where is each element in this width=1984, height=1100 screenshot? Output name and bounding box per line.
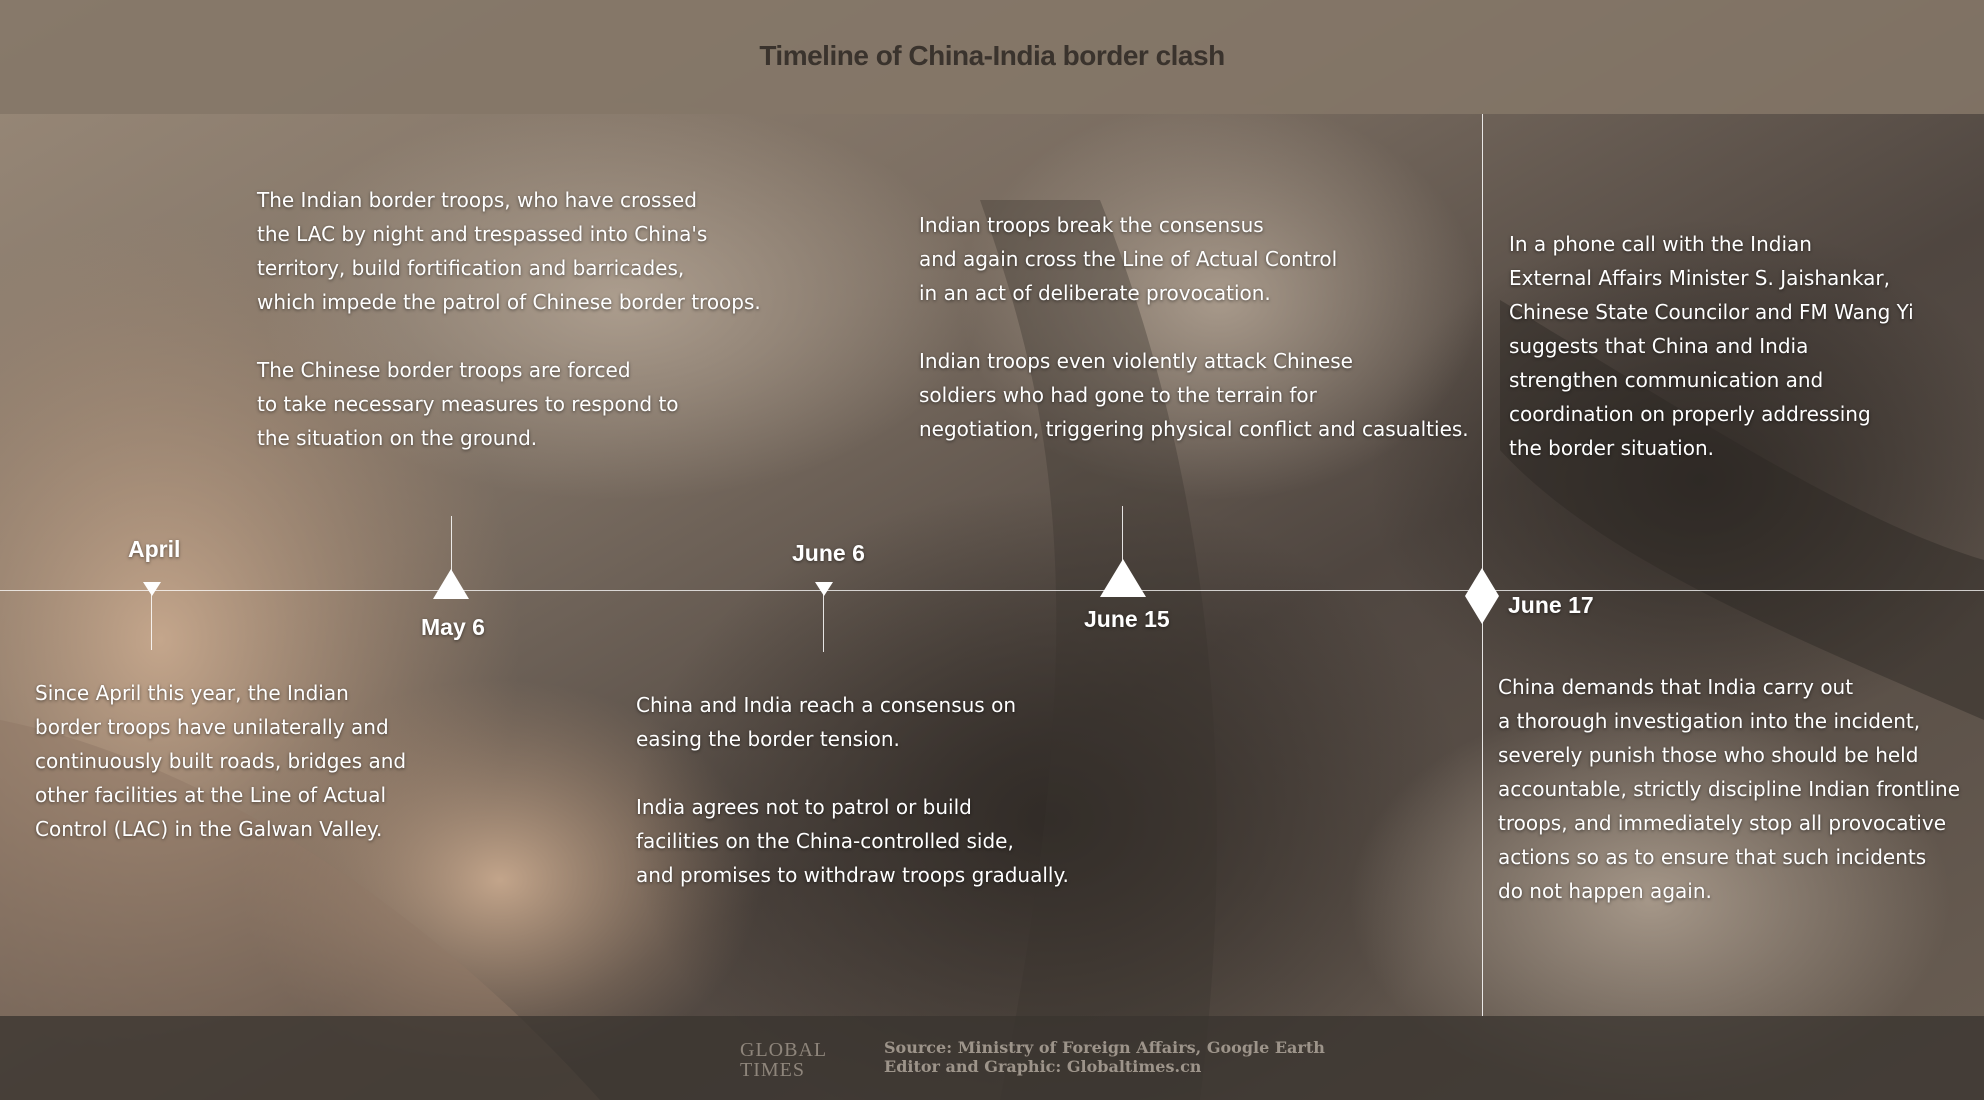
june17-event-paragraph-1: In a phone call with the Indian External Affairs Minister S. Jaishankar, Chinese State Councilor and FM Wang Yi suggests that China and India strengthen communication and coordination on properly addressing the border situation. xyxy=(1509,232,1914,460)
may6-event-paragraph-2: The Chinese border troops are forced to take necessary measures to respond to the situation on the ground. xyxy=(257,358,679,450)
june15-date-label: June 15 xyxy=(1084,606,1170,632)
timeline-axis xyxy=(0,590,1984,591)
june15-event-paragraph-2: Indian troops even violently attack Chinese soldiers who had gone to the terrain for negotiation, triggering physical conflict and casualties. xyxy=(919,349,1469,441)
source-line: Source: Ministry of Foreign Affairs, Google Earth xyxy=(884,1038,1325,1057)
june17-marker-diamond-icon xyxy=(1463,566,1501,626)
logo-line-1: GLOBAL xyxy=(740,1039,828,1061)
infographic-title: Timeline of China-India border clash xyxy=(759,40,1225,71)
global-times-logo xyxy=(740,1040,834,1080)
editor-line: Editor and Graphic: Globaltimes.cn xyxy=(884,1057,1202,1076)
may6-date-label: May 6 xyxy=(421,614,485,640)
may6-event-paragraph-1: The Indian border troops, who have crossed the LAC by night and trespassed into China's territory, build fortification and barricades, which impede the patrol of Chinese border troops. xyxy=(257,188,761,314)
april-marker-triangle-icon xyxy=(141,580,163,598)
june6-event-paragraph-1: China and India reach a consensus on easing the border tension. xyxy=(636,693,1016,751)
april-date-label: April xyxy=(128,536,181,562)
june6-marker-triangle-icon xyxy=(813,580,835,598)
source-credits xyxy=(884,1038,1325,1076)
june6-event-text xyxy=(636,688,1116,892)
june15-event-paragraph-1: Indian troops break the consensus and again cross the Line of Actual Control in an act of deliberate provocation. xyxy=(919,213,1338,305)
june17-date-label: June 17 xyxy=(1508,592,1594,618)
june17-event-text-upper xyxy=(1509,227,1969,465)
june6-connector-line xyxy=(823,592,824,652)
june6-event-paragraph-2: India agrees not to patrol or build facilities on the China-controlled side, and promises to withdraw troops gradually. xyxy=(636,795,1069,887)
april-connector-line xyxy=(151,592,152,650)
logo-line-2: TIMES xyxy=(740,1059,805,1081)
june17-event-text-lower xyxy=(1498,670,1978,908)
may6-marker-triangle-icon xyxy=(430,566,472,602)
june15-event-text xyxy=(919,208,1499,446)
june15-marker-triangle-icon xyxy=(1097,556,1149,600)
june6-date-label: June 6 xyxy=(792,540,865,566)
april-event-paragraph: Since April this year, the Indian border troops have unilaterally and continuously built roads, bridges and other facilities at the Line of Actual Control (LAC) in the Galwan Valley. xyxy=(35,681,407,841)
june17-event-paragraph-2: China demands that India carry out a thorough investigation into the incident, severely punish those who should be held accountable, strictly discipline Indian frontline troops, and immediately stop all provocative actions so as to ensure that such incidents do not happen again. xyxy=(1498,675,1960,903)
may6-event-text xyxy=(257,183,797,455)
april-event-text xyxy=(35,676,455,846)
